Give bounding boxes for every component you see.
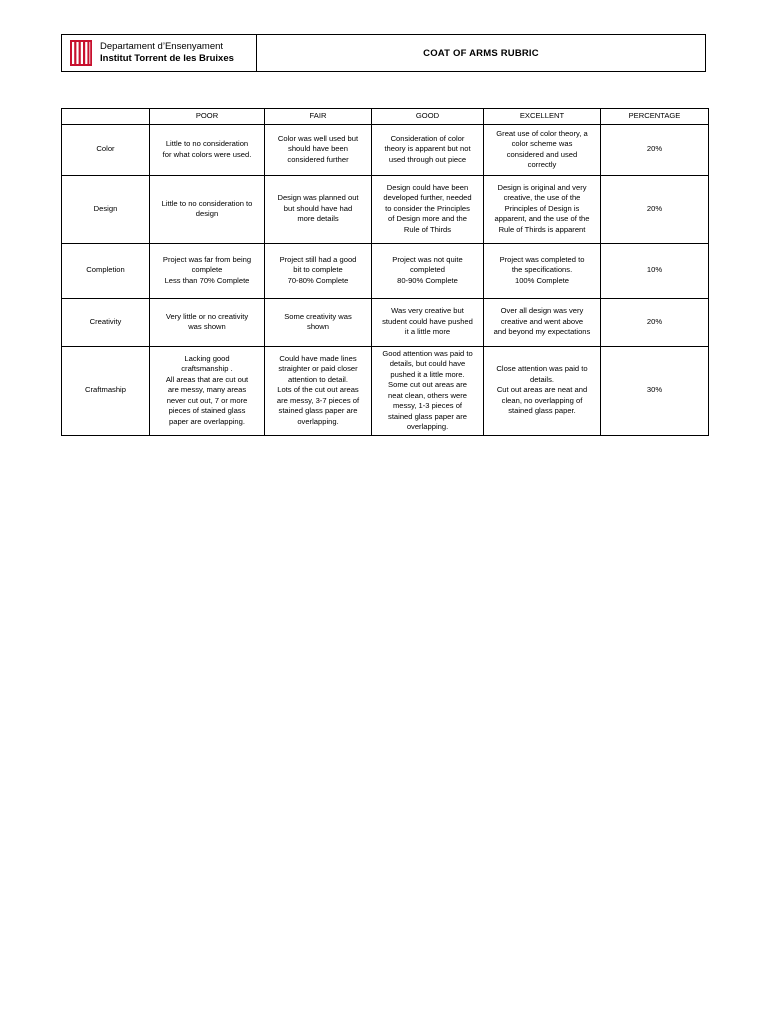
institution-name [100,41,234,65]
poor-cell: Project was far from being complete Less than 70% Complete [150,243,265,298]
good-cell: Project was not quite completed 80-90% Complete [372,243,484,298]
good-cell: Consideration of color theory is apparent but not used through out piece [372,124,484,175]
criterion-cell: Creativity [62,298,150,346]
good-cell: Was very creative but student could have pushed it a little more [372,298,484,346]
column-header-good: GOOD [372,109,484,125]
column-header-fair: FAIR [265,109,372,125]
column-header-criterion [62,109,150,125]
column-header-excellent: EXCELLENT [484,109,601,125]
senyera-logo-icon [70,40,92,66]
school-name: Institut Torrent de les Bruixes [100,53,234,64]
criterion-cell: Completion [62,243,150,298]
table-row [62,298,709,346]
document-title: COAT OF ARMS RUBRIC [423,47,539,59]
excellent-cell: Close attention was paid to details. Cut out areas are neat and clean, no overlapping of stained glass paper. [484,346,601,435]
excellent-cell: Great use of color theory, a color scheme was considered and used correctly [484,124,601,175]
criterion-cell: Color [62,124,150,175]
percentage-cell: 10% [601,243,709,298]
institution-block [62,35,257,71]
excellent-cell: Design is original and very creative, the use of the Principles of Design is apparent, and the use of the Rule of Thirds is apparent [484,175,601,243]
fair-cell: Project still had a good bit to complete 70-80% Complete [265,243,372,298]
poor-cell: Little to no consideration to design [150,175,265,243]
percentage-cell: 30% [601,346,709,435]
header-row [62,109,709,125]
good-cell: Good attention was paid to details, but could have pushed it a little more. Some cut out areas are neat clean, others were messy, 1-3 pieces of stained glass paper are overlapping. [372,346,484,435]
table-row [62,243,709,298]
department-name: Departament d’Ensenyament [100,41,224,52]
criterion-cell: Craftmaship [62,346,150,435]
excellent-cell: Over all design was very creative and went above and beyond my expectations [484,298,601,346]
poor-cell: Lacking good craftsmanship . All areas that are cut out are messy, many areas never cut out, 7 or more pieces of stained glass paper are overlapping. [150,346,265,435]
poor-cell: Little to no consideration for what colors were used. [150,124,265,175]
column-header-poor: POOR [150,109,265,125]
document-header [61,34,706,72]
poor-cell: Very little or no creativity was shown [150,298,265,346]
percentage-cell: 20% [601,298,709,346]
column-header-percentage: PERCENTAGE [601,109,709,125]
good-cell: Design could have been developed further, needed to consider the Principles of Design more and the Rule of Thirds [372,175,484,243]
rubric-table [61,108,709,436]
table-row [62,346,709,435]
excellent-cell: Project was completed to the specifications. 100% Complete [484,243,601,298]
percentage-cell: 20% [601,175,709,243]
fair-cell: Color was well used but should have been considered further [265,124,372,175]
table-row [62,124,709,175]
table-row [62,175,709,243]
fair-cell: Could have made lines straighter or paid closer attention to detail. Lots of the cut out areas are messy, 3-7 pieces of stained glass paper are overlapping. [265,346,372,435]
percentage-cell: 20% [601,124,709,175]
fair-cell: Design was planned out but should have had more details [265,175,372,243]
fair-cell: Some creativity was shown [265,298,372,346]
criterion-cell: Design [62,175,150,243]
